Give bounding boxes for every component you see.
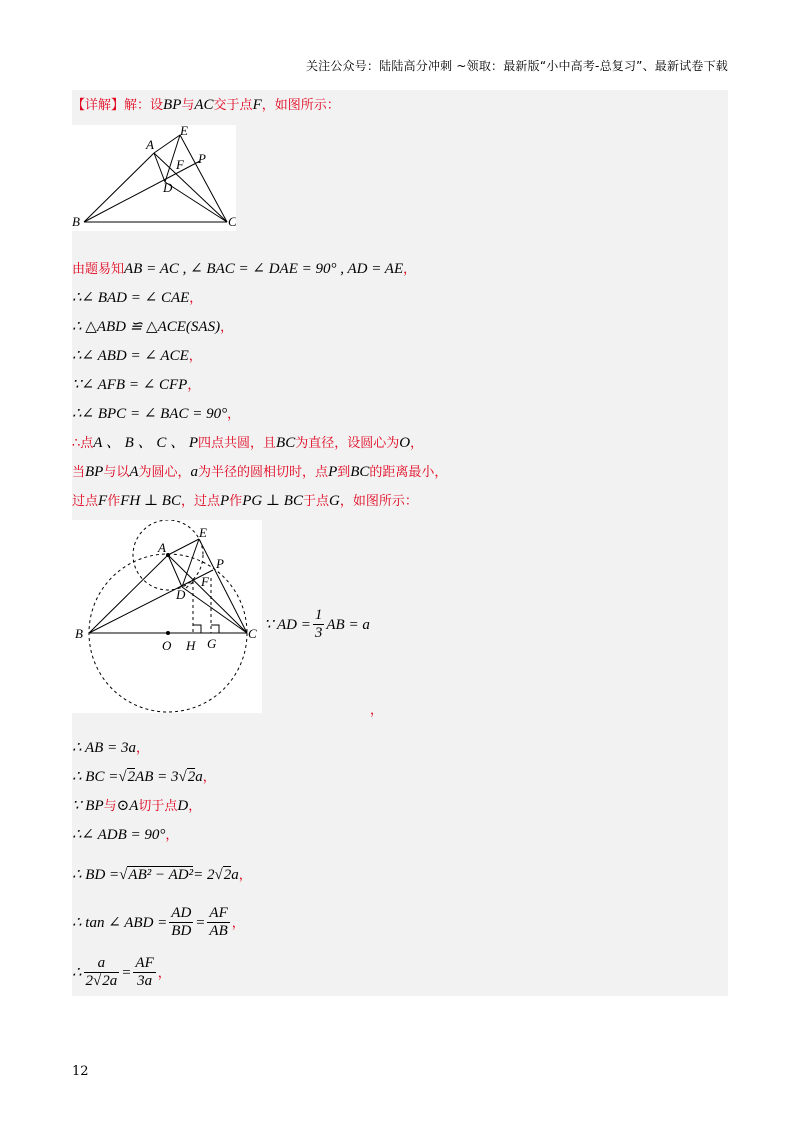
page-header: 关注公众号：陆陆高分冲刺 ~领取：最新版“小中高考-总复习”、最新试卷下载	[305, 59, 728, 73]
line-16: ∴ $\frac{a}{2√2a}$ = $\frac{AF}{3a}$ ，	[72, 955, 171, 990]
fig2-label-b: B	[75, 626, 83, 641]
line-15: ∴ tan ∠ ABD = $\frac{AD}{BD}$ = $\frac{AF}{AB}$ ，	[72, 905, 245, 940]
line-7: ∴点A 、 B 、 C 、 P四点共圆，且BC为直径，设圆心为O，	[72, 435, 424, 451]
fig2-label-o: O	[162, 638, 172, 653]
fig2-label-a: A	[158, 540, 166, 555]
line-12: ∵ BP与⊙A切于点D，	[72, 798, 202, 814]
page-number: 12	[72, 1064, 89, 1079]
intro-line: 【详解】解：设BP与AC交于点F，如图所示：	[72, 97, 340, 113]
line-11: ∴ BC =√2AB = 3√2a，	[72, 769, 216, 785]
line-3: ∴ △ABD ≌ △ACE(SAS)，	[72, 319, 234, 335]
line-13: ∴∠ ADB = 90°，	[72, 827, 179, 843]
fig1-label-a: A	[146, 137, 154, 152]
fig2-label-g: G	[207, 636, 217, 651]
fig2-label-f: F	[201, 574, 209, 589]
fig1-label-f: F	[176, 157, 184, 172]
fig1-label-e: E	[180, 125, 188, 138]
line-5: ∵∠ AFB = ∠ CFP，	[72, 377, 201, 393]
line-2: ∴∠ BAD = ∠ CAE，	[72, 290, 203, 306]
fig2-label-e: E	[199, 525, 207, 540]
figure-2	[72, 520, 262, 713]
fig1-label-b: B	[72, 214, 80, 229]
fig2-label-p: P	[216, 556, 224, 571]
line-6: ∴∠ BPC = ∠ BAC = 90°，	[72, 406, 241, 422]
detail-tag: 【详解】	[72, 98, 125, 113]
ad-equation: ∵ AD = $\frac{1}{3}$ AB = a	[264, 607, 370, 642]
stray-comma: ，	[370, 703, 384, 718]
line-10: ∴ AB = 3a，	[72, 740, 149, 756]
line-4: ∴∠ ABD = ∠ ACE，	[72, 348, 202, 364]
line-1: 由题易知AB = AC , ∠ BAC = ∠ DAE = 90° , AD = AE，	[72, 261, 417, 277]
fig1-label-d: D	[163, 180, 173, 195]
fig2-label-c: C	[248, 626, 257, 641]
fig1-label-p: P	[198, 151, 206, 166]
line-8: 当BP与以A为圆心，a为半径的圆相切时，点P到BC的距离最小，	[72, 464, 448, 480]
line-14: ∴ BD =√AB² − AD²= 2√2a，	[72, 867, 252, 883]
fig2-label-d: D	[176, 587, 186, 602]
fig2-label-h: H	[186, 638, 196, 653]
fig1-label-c: C	[228, 214, 236, 229]
figure-1	[72, 125, 236, 231]
line-9: 过点F作FH ⊥ BC，过点P作PG ⊥ BC于点G，如图所示：	[72, 493, 418, 509]
